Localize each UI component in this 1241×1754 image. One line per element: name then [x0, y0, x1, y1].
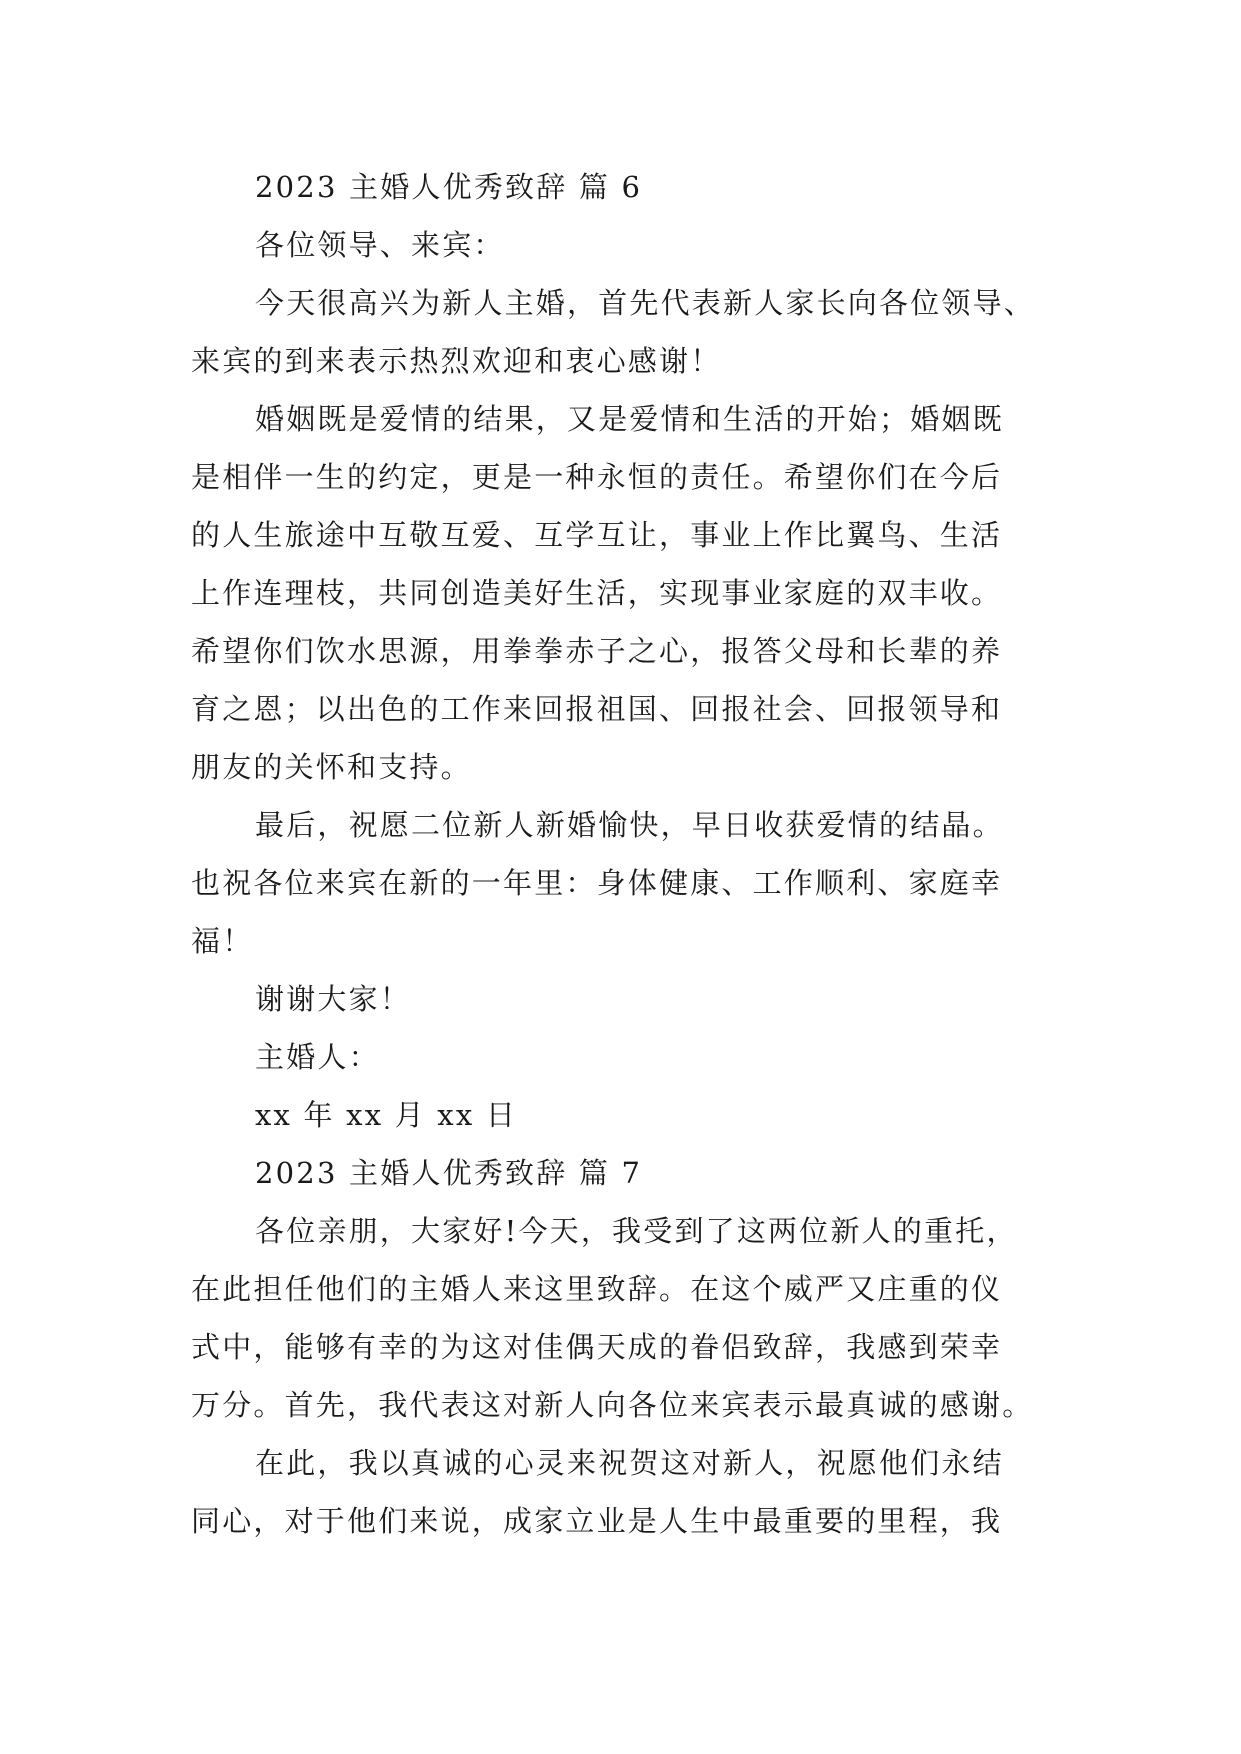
paragraph-line: 同心，对于他们来说，成家立业是人生中最重要的里程，我	[191, 1504, 1003, 1538]
paragraph-line: 在此，我以真诚的心灵来祝贺这对新人，祝愿他们永结	[255, 1446, 1004, 1480]
paragraph-line: 万分。首先，我代表这对新人向各位来宾表示最真诚的感谢。	[191, 1388, 1034, 1422]
paragraph-line: 是相伴一生的约定，更是一种永恒的责任。希望你们在今后	[191, 460, 1003, 494]
paragraph-line: 各位亲朋，大家好!今天，我受到了这两位新人的重托，	[255, 1214, 1018, 1248]
paragraph-line: 的人生旅途中互敬互爱、互学互让，事业上作比翼鸟、生活	[191, 518, 1003, 552]
closing-thanks: 谢谢大家！	[255, 982, 412, 1016]
paragraph-line: 希望你们饮水思源，用拳拳赤子之心，报答父母和长辈的养	[191, 634, 1003, 668]
paragraph-line: 式中，能够有幸的为这对佳偶天成的眷侣致辞，我感到荣幸	[191, 1330, 1003, 1364]
signature-label: 主婚人：	[255, 1040, 380, 1074]
paragraph-line: 福！	[191, 924, 254, 958]
section-heading: 2023 主婚人优秀致辞 篇 6	[255, 170, 643, 204]
salutation: 各位领导、来宾：	[255, 228, 505, 262]
section-heading: 2023 主婚人优秀致辞 篇 7	[255, 1156, 643, 1190]
paragraph-line: 也祝各位来宾在新的一年里：身体健康、工作顺利、家庭幸	[191, 866, 1003, 900]
date-line: xx 年 xx 月 xx 日	[255, 1098, 518, 1132]
paragraph-line: 在此担任他们的主婚人来这里致辞。在这个威严又庄重的仪	[191, 1272, 1003, 1306]
paragraph-line: 上作连理枝，共同创造美好生活，实现事业家庭的双丰收。	[191, 576, 1003, 610]
paragraph-line: 最后，祝愿二位新人新婚愉快，早日收获爱情的结晶。	[255, 808, 1004, 842]
paragraph-line: 今天很高兴为新人主婚，首先代表新人家长向各位领导、	[255, 286, 1036, 320]
paragraph-line: 朋友的关怀和支持。	[191, 750, 472, 784]
paragraph-line: 来宾的到来表示热烈欢迎和衷心感谢！	[191, 344, 722, 378]
paragraph-line: 育之恩；以出色的工作来回报祖国、回报社会、回报领导和	[191, 692, 1003, 726]
document-body	[191, 158, 1091, 1550]
paragraph-line: 婚姻既是爱情的结果，又是爱情和生活的开始；婚姻既	[255, 402, 1004, 436]
